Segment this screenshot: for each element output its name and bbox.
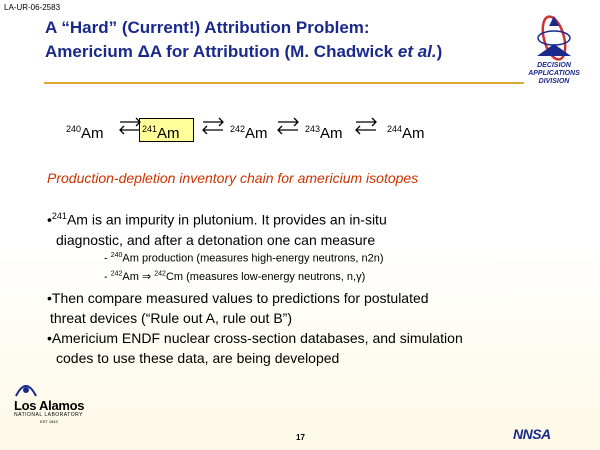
isotope-am-243: $^{243}$Am xyxy=(305,124,343,142)
slide-title xyxy=(45,16,442,64)
reaction-arrows-icon xyxy=(354,116,378,136)
reaction-arrows-icon xyxy=(118,116,142,136)
sub-bullet-1: - $^{240}$Am production (measures high-energy neutrons, n2n) xyxy=(104,252,384,265)
bullet-3-line-2: codes to use these data, are being developed xyxy=(56,350,340,366)
bullet-2-line-2: threat devices (“Rule out A, rule out B”) xyxy=(50,310,292,326)
decision-applications-label: DECISION APPLICATIONS DIVISION xyxy=(528,62,580,85)
lanl-logo-icon xyxy=(14,378,38,398)
bullet-3-line-1: •Americium ENDF nuclear cross-section databases, and simulation xyxy=(47,330,463,346)
implies-arrow-icon: ⇒ xyxy=(141,271,152,283)
reaction-arrows-icon xyxy=(276,116,300,136)
title-underline xyxy=(44,82,524,84)
delta-symbol: Δ xyxy=(137,42,150,61)
isotope-am-241: $^{241}$Am xyxy=(142,124,180,142)
bullet-2-line-1: •Then compare measured values to predictions for postulated xyxy=(47,290,429,306)
nnsa-logo: NNSA xyxy=(513,426,551,442)
page-number: 17 xyxy=(296,433,305,442)
reaction-arrows-icon xyxy=(201,116,225,136)
bullet-1-line-2: diagnostic, and after a detonation one can measure xyxy=(56,232,376,248)
document-id: LA-UR-06-2583 xyxy=(4,3,61,12)
title-line-1: A “Hard” (Current!) Attribution Problem: xyxy=(45,18,370,37)
title-line-2: Americium ΔA for Attribution (M. Chadwick et al.) xyxy=(45,42,443,61)
isotope-am-244: $^{244}$Am xyxy=(387,124,425,142)
bullet-1-line-1: •$^{241}$Am is an impurity in plutonium. It provides an in-situ xyxy=(47,211,387,228)
isotope-am-242: $^{242}$Am xyxy=(230,124,268,142)
lanl-logo-established: EST 1943 xyxy=(40,419,58,424)
lanl-logo-name: Los Alamos xyxy=(14,398,85,413)
sub-bullet-2: - $^{242}$Am ⇒ $^{242}$Cm (measures low-energy neutrons, n,γ) xyxy=(104,270,366,283)
isotope-am-240: $^{240}$Am xyxy=(66,124,104,142)
chain-caption: Production-depletion inventory chain for americium isotopes xyxy=(47,170,419,186)
lanl-logo-subtitle: NATIONAL LABORATORY xyxy=(14,412,83,418)
